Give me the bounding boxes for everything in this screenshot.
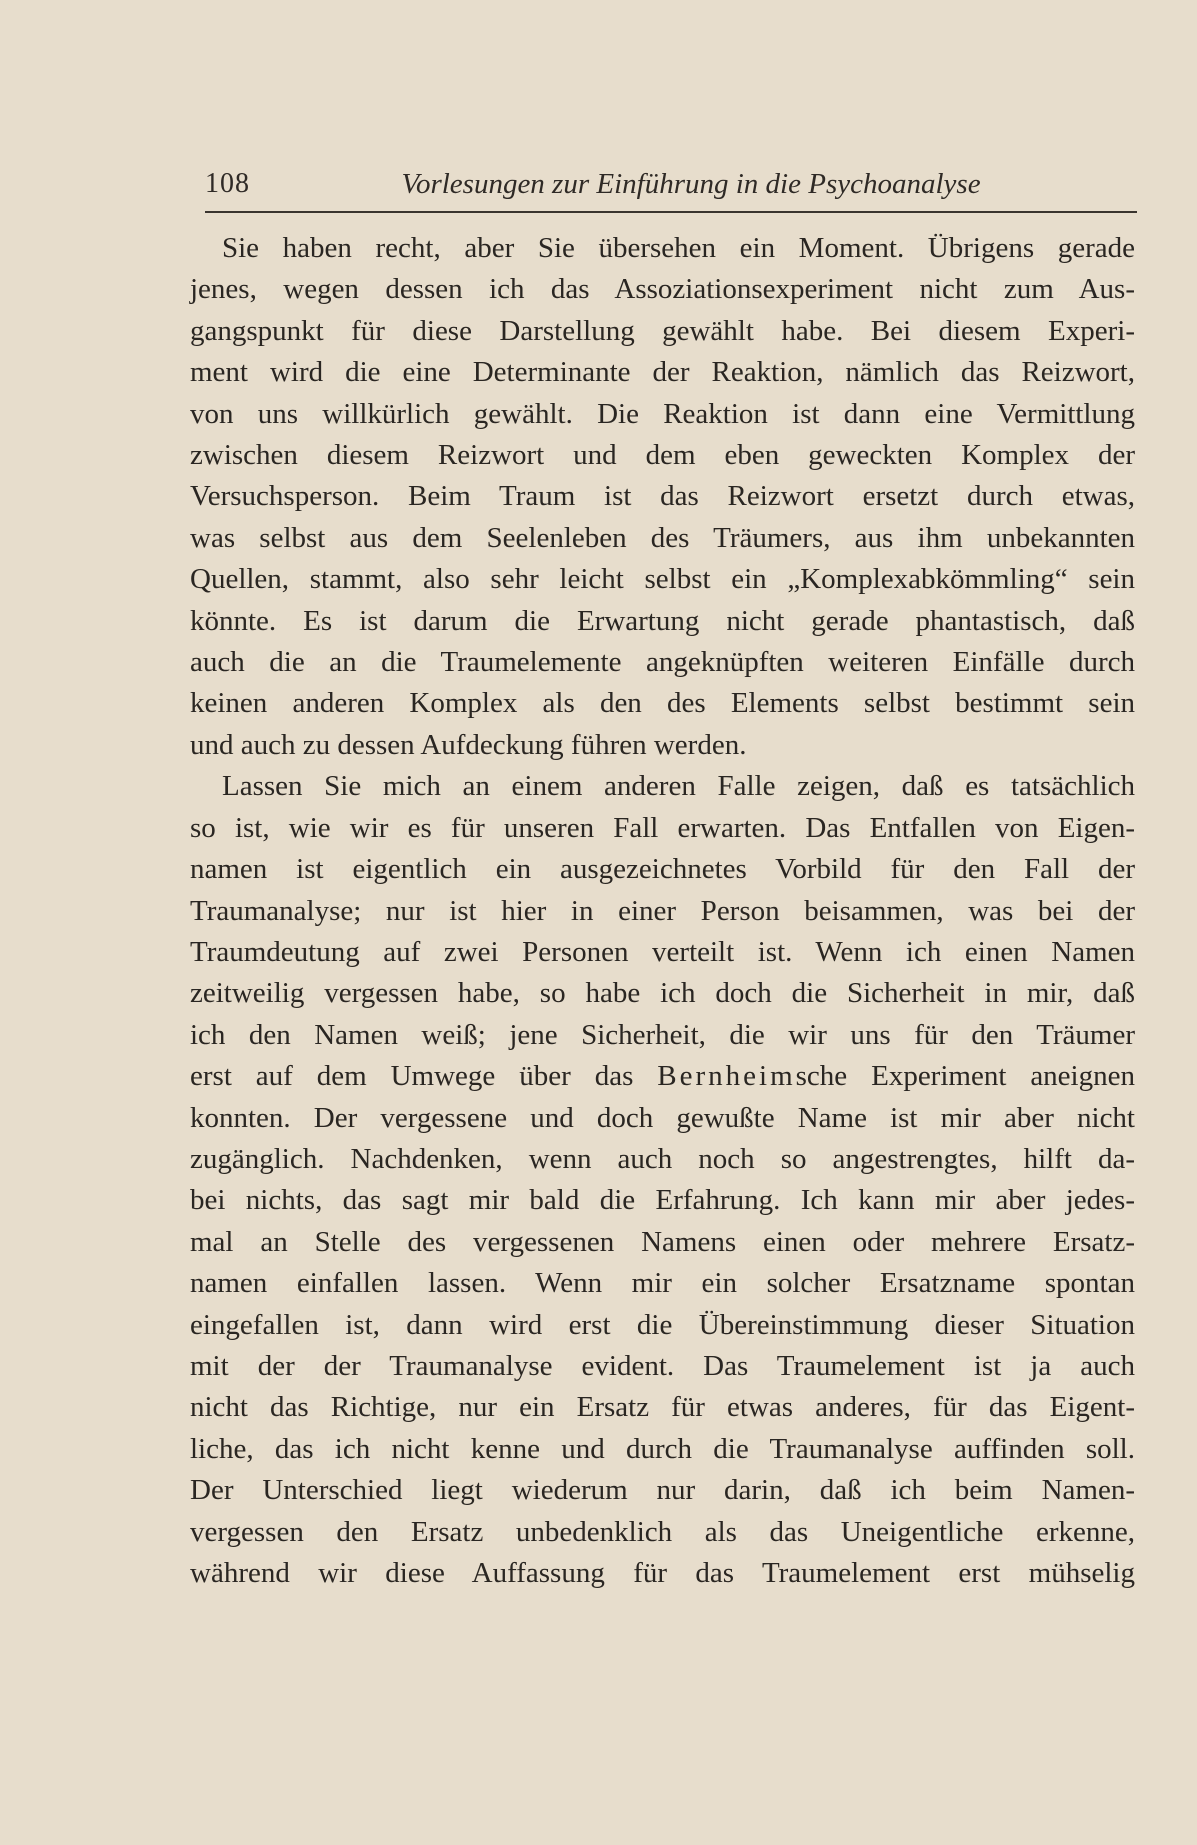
text-line: ich den Namen weiß; jene Sicherheit, die wir uns für den Träumer (190, 1018, 1135, 1051)
text-line: bei nichts, das sagt mir bald die Erfahrung. Ich kann mir aber jedes- (190, 1184, 1135, 1217)
text-line: und auch zu dessen Aufdeckung führen werden. (190, 728, 747, 761)
running-title: Vorlesungen zur Einführung in die Psychoanalyse (401, 168, 981, 200)
header-rule (205, 211, 1137, 213)
text-line: könnte. Es ist darum die Erwartung nicht gerade phantastisch, daß (190, 604, 1135, 637)
text-line: keinen anderen Komplex als den des Elements selbst bestimmt sein (190, 687, 1135, 720)
body-text (190, 228, 1135, 1594)
text-line: gangspunkt für diese Darstellung gewählt habe. Bei diesem Experi- (190, 314, 1135, 347)
text-line: Lassen Sie mich an einem anderen Falle zeigen, daß es tatsächlich (222, 770, 1135, 803)
text-line: so ist, wie wir es für unseren Fall erwarten. Das Entfallen von Eigen- (190, 811, 1135, 844)
text-line: vergessen den Ersatz unbedenklich als das Uneigentliche erkenne, (190, 1515, 1135, 1548)
text-line-tail: sche Experiment aneignen (795, 1060, 1135, 1093)
text-line: nicht das Richtige, nur ein Ersatz für etwas anderes, für das Eigent- (190, 1391, 1135, 1424)
text-line: von uns willkürlich gewählt. Die Reaktion ist dann eine Vermittlung (190, 397, 1135, 430)
text-line: Traumanalyse; nur ist hier in einer Person beisammen, was bei der (190, 894, 1135, 927)
text-line: auch die an die Traumelemente angeknüpften weiteren Einfälle durch (190, 646, 1135, 679)
text-line: namen einfallen lassen. Wenn mir ein solcher Ersatzname spontan (190, 1267, 1135, 1300)
page-number: 108 (205, 168, 250, 199)
text-line: Sie haben recht, aber Sie übersehen ein Moment. Übrigens gerade (222, 232, 1135, 264)
text-line: zugänglich. Nachdenken, wenn auch noch so angestrengtes, hilft da- (190, 1142, 1135, 1175)
text-line: eingefallen ist, dann wird erst die Übereinstimmung dieser Situation (190, 1308, 1135, 1341)
text-line: Traumdeutung auf zwei Personen verteilt ist. Wenn ich einen Namen (190, 935, 1135, 968)
text-line: mal an Stelle des vergessenen Namens einen oder mehrere Ersatz- (190, 1225, 1135, 1258)
text-line: mit der der Traumanalyse evident. Das Traumelement ist ja auch (190, 1349, 1135, 1382)
text-line: zeitweilig vergessen habe, so habe ich doch die Sicherheit in mir, daß (190, 977, 1135, 1010)
text-line: was selbst aus dem Seelenleben des Träumers, aus ihm unbekannten (190, 521, 1135, 554)
text-line: konnten. Der vergessene und doch gewußte Name ist mir aber nicht (190, 1101, 1135, 1134)
text-line: während wir diese Auffassung für das Traumelement erst mühselig (190, 1557, 1135, 1589)
page-header (205, 168, 1137, 210)
text-line-start: erst auf dem Umwege über das (190, 1060, 658, 1093)
text-line: Quellen, stammt, also sehr leicht selbst ein „Komplexabkömmling“ sein (190, 563, 1135, 596)
text-line-with-name (190, 1056, 1135, 1097)
text-line: ment wird die eine Determinante der Reaktion, nämlich das Reizwort, (190, 356, 1135, 389)
text-line: namen ist eigentlich ein ausgezeichnetes Vorbild für den Fall der (190, 853, 1135, 886)
text-line: jenes, wegen dessen ich das Assoziationsexperiment nicht zum Aus- (190, 273, 1135, 306)
text-line: zwischen diesem Reizwort und dem eben geweckten Komplex der (190, 439, 1135, 472)
spaced-name-bernheim: Bernheim (657, 1060, 796, 1093)
text-line: Versuchsperson. Beim Traum ist das Reizwort ersetzt durch etwas, (190, 480, 1135, 513)
text-line: liche, das ich nicht kenne und durch die Traumanalyse auffinden soll. (190, 1432, 1135, 1465)
text-line: Der Unterschied liegt wiederum nur darin, daß ich beim Namen- (190, 1474, 1135, 1507)
